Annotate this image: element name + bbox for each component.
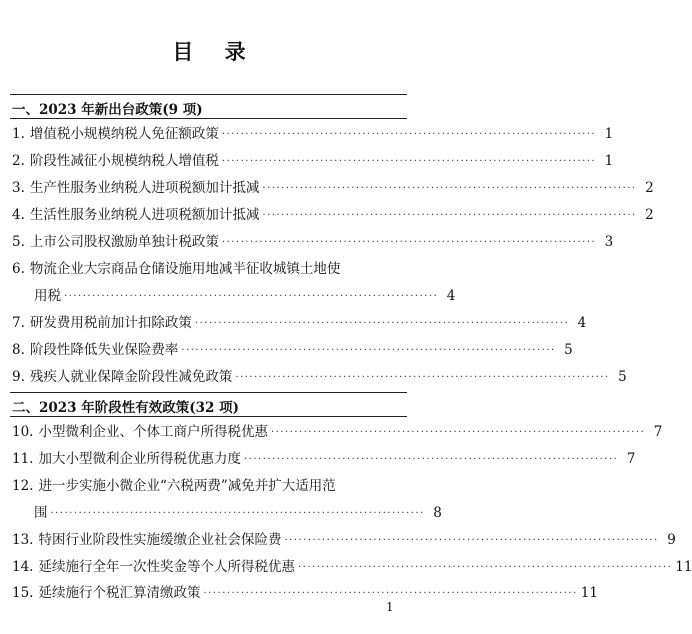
toc-entry[interactable]: [12, 447, 636, 467]
entry-page: 1: [604, 153, 614, 169]
entry-page: 11: [675, 559, 692, 575]
entry-title: 物流企业大宗商品仓储设施用地减半征收城镇土地使: [29, 261, 341, 277]
entry-number: 5.: [12, 234, 25, 250]
entry-number: 14.: [12, 559, 34, 575]
entry-number: 2.: [12, 153, 25, 169]
entry-title: 生活性服务业纳税人进项税额加计抵减: [29, 207, 260, 223]
entry-number: 6.: [12, 261, 25, 277]
dot-leader: ················································································: [64, 291, 439, 302]
entry-title: 阶段性降低失业保险费率: [29, 342, 179, 358]
dot-leader: ················································································: [194, 318, 570, 329]
toc-entry[interactable]: [12, 420, 663, 440]
entry-title: 延续施行全年一次性奖金等个人所得税优惠: [38, 559, 295, 575]
dot-leader: ················································································: [270, 427, 646, 438]
dot-leader: ················································································: [221, 156, 597, 167]
entry-page: 4: [577, 315, 587, 331]
entry-title: 进一步实施小微企业“六税两费”减免并扩大适用范: [38, 478, 336, 494]
entry-number: 10.: [12, 424, 34, 440]
dot-leader: ················································································: [235, 372, 610, 383]
entry-title: 特困行业阶段性实施缓缴企业社会保险费: [38, 532, 282, 548]
dot-leader: ················································································: [181, 345, 556, 356]
section-divider: [10, 392, 407, 393]
section-divider: [10, 118, 407, 119]
entry-page: 5: [564, 342, 573, 358]
dot-leader: ················································································: [262, 210, 637, 221]
entry-page: 7: [626, 451, 636, 467]
toc-title: 目 录: [172, 39, 258, 64]
entry-page: 5: [618, 369, 627, 385]
dot-leader: ················································································: [50, 508, 425, 519]
entry-number: 15.: [12, 585, 34, 601]
toc-entry[interactable]: [12, 203, 654, 223]
entry-number: 3.: [12, 180, 25, 196]
entry-title: 生产性服务业纳税人进项税额加计抵减: [29, 180, 260, 196]
entry-title: 上市公司股权激励单独计税政策: [29, 234, 219, 250]
entry-page: 3: [604, 234, 614, 250]
section-heading: 一、2023 年新出台政策(9 项): [12, 102, 203, 118]
entry-page: 7: [653, 424, 663, 440]
toc-entry[interactable]: [12, 149, 614, 169]
entry-number: 12.: [12, 478, 34, 494]
entry-title-continuation: 用税: [34, 288, 61, 304]
entry-title: 研发费用税前加计扣除政策: [29, 315, 192, 331]
entry-page: 1: [604, 126, 614, 142]
toc-entry[interactable]: [12, 555, 692, 575]
entry-title: 小型微利企业、个体工商户所得税优惠: [38, 424, 268, 440]
toc-entry[interactable]: [12, 311, 587, 331]
entry-number: 8.: [12, 342, 25, 358]
toc-entry[interactable]: [12, 230, 614, 250]
entry-title-continuation: 围: [34, 505, 48, 521]
entry-page: 4: [446, 288, 456, 304]
dot-leader: ················································································: [262, 183, 637, 194]
entry-number: 7.: [12, 315, 25, 331]
entry-title: 阶段性减征小规模纳税人增值税: [29, 153, 219, 169]
entry-number: 4.: [12, 207, 25, 223]
section-divider: [10, 416, 407, 417]
entry-page: 9: [667, 532, 676, 548]
entry-number: 13.: [12, 532, 34, 548]
toc-entry[interactable]: [12, 365, 627, 385]
entry-title: 增值税小规模纳税人免征额政策: [29, 126, 219, 142]
toc-entry[interactable]: [12, 474, 404, 494]
entry-number: 9.: [12, 369, 25, 385]
dot-leader: ················································································: [203, 588, 578, 599]
dot-leader: ················································································: [243, 454, 619, 465]
toc-entry[interactable]: [12, 122, 614, 142]
toc-entry-continuation[interactable]: [34, 501, 442, 521]
entry-page: 2: [645, 207, 654, 223]
dot-leader: ················································································: [297, 562, 673, 573]
entry-page: 2: [645, 180, 654, 196]
section-heading: 二、2023 年阶段性有效政策(32 项): [12, 400, 240, 416]
toc-entry[interactable]: [12, 257, 404, 277]
entry-number: 11.: [12, 451, 34, 467]
toc-entry[interactable]: [12, 528, 676, 548]
entry-title: 残疾人就业保障金阶段性减免政策: [29, 369, 233, 385]
dot-leader: ················································································: [284, 535, 659, 546]
entry-number: 1.: [12, 126, 25, 142]
toc-entry-continuation[interactable]: [34, 284, 456, 304]
entry-page: 11: [580, 585, 598, 601]
footer-page-number: 1: [386, 600, 394, 614]
entry-page: 8: [433, 505, 442, 521]
dot-leader: ················································································: [221, 237, 597, 248]
toc-entry[interactable]: [12, 338, 573, 358]
section-divider: [10, 94, 407, 95]
entry-title: 加大小型微利企业所得税优惠力度: [38, 451, 241, 467]
entry-title: 延续施行个税汇算清缴政策: [38, 585, 201, 601]
toc-entry[interactable]: [12, 581, 598, 601]
toc-entry[interactable]: [12, 176, 654, 196]
dot-leader: ················································································: [221, 129, 597, 140]
